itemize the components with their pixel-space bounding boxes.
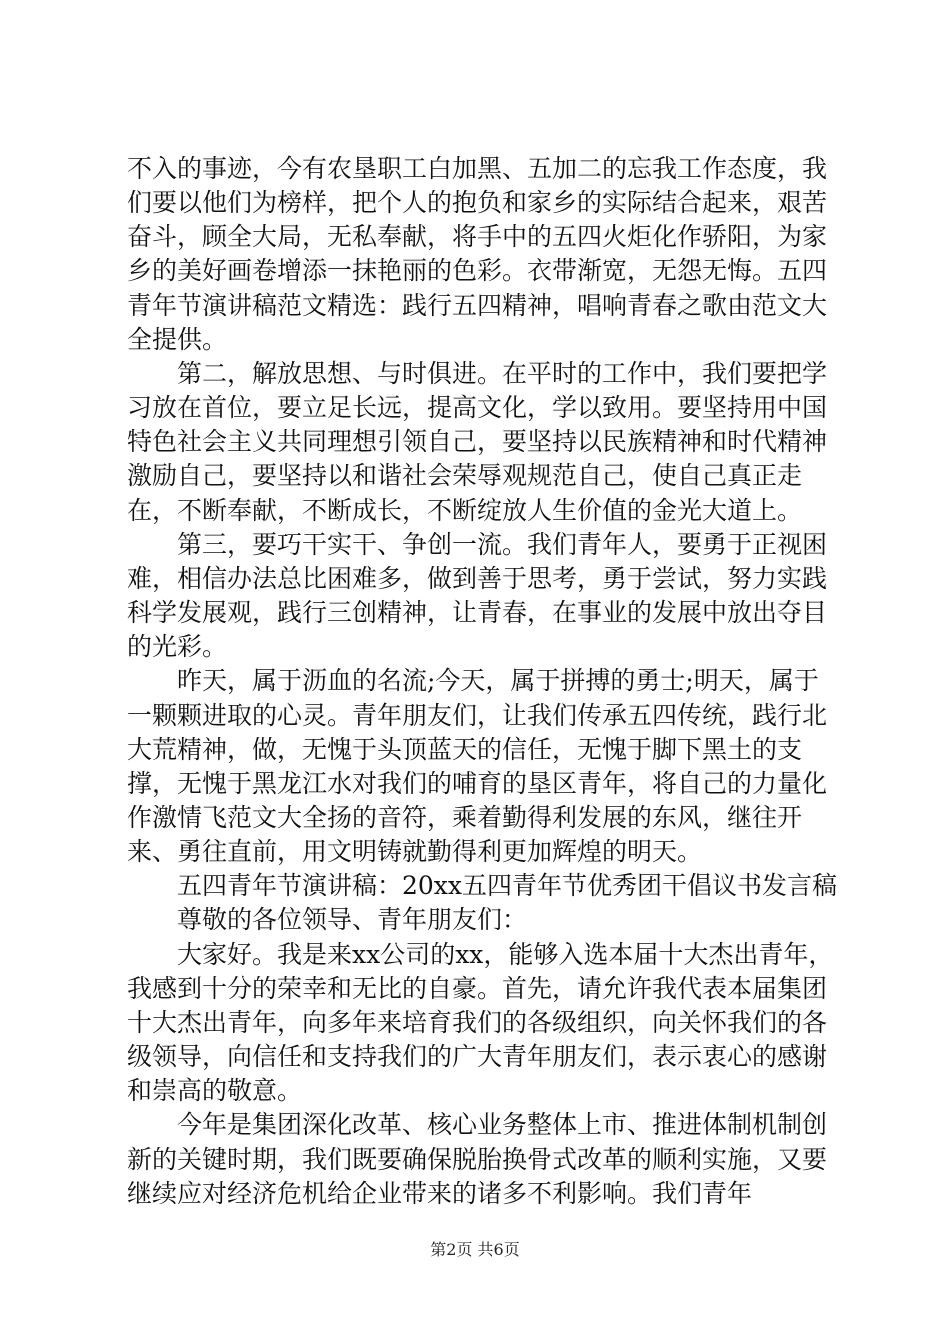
paragraph-8: 今年是集团深化改革、核心业务整体上市、推进体制机制创新的关键时期，我们既要确保脱胎换骨式改革的顺利实施，又要继续应对经济危机给企业带来的诸多不利影响。我们青年 [127, 1110, 828, 1208]
paragraph-3: 第三，要巧干实干、争创一流。我们青年人，要勇于正视困难，相信办法总比困难多，做到善于思考，勇于尝试，努力实践科学发展观，践行三创精神，让青春，在事业的发展中放出夺目的光彩。 [127, 529, 828, 662]
page-number-label: 第2页 共6页 [430, 1240, 520, 1259]
paragraph-2: 第二，解放思想、与时俱进。在平时的工作中，我们要把学习放在首位，要立足长远，提高文化，学以致用。要坚持用中国特色社会主义共同理想引领自己，要坚持以民族精神和时代精神激励自己，要坚持以和谐社会荣辱观规范自己，使自己真正走在，不断奉献，不断成长，不断绽放人生价值的金光大道上。 [127, 358, 828, 525]
paragraph-5: 五四青年节演讲稿：20xx五四青年节优秀团干倡议书发言稿 [177, 871, 838, 901]
document-body [127, 152, 837, 1211]
paragraph-6: 尊敬的各位领导、青年朋友们： [177, 905, 528, 935]
page-footer [0, 1240, 950, 1260]
paragraph-1: 不入的事迹，今有农垦职工白加黑、五加二的忘我工作态度，我们要以他们为榜样，把个人的抱负和家乡的实际结合起来，艰苦奋斗，顾全大局，无私奉献，将手中的五四火炬化作骄阳，为家乡的美好画卷增添一抹艳丽的色彩。衣带渐宽，无怨无悔。五四青年节演讲稿范文精选：践行五四精神，唱响青春之歌由范文大全提供。 [127, 154, 828, 354]
paragraph-7: 大家好。我是来xx公司的xx，能够入选本届十大杰出青年，我感到十分的荣幸和无比的自豪。首先，请允许我代表本届集团十大杰出青年，向多年来培育我们的各级组织，向关怀我们的各级领导，向信任和支持我们的广大青年朋友们，表示衷心的感谢和崇高的敬意。 [127, 939, 834, 1106]
paragraph-4: 昨天，属于沥血的名流;今天，属于拼搏的勇士;明天，属于一颗颗进取的心灵。青年朋友们，让我们传承五四传统，践行北大荒精神，做，无愧于头顶蓝天的信任，无愧于脚下黑土的支撑，无愧于黑龙江水对我们的哺育的垦区青年，将自己的力量化作激情飞范文大全扬的音符，乘着勤得利发展的东风，继往开来、勇往直前，用文明铸就勤得利更加辉煌的明天。 [127, 666, 828, 867]
